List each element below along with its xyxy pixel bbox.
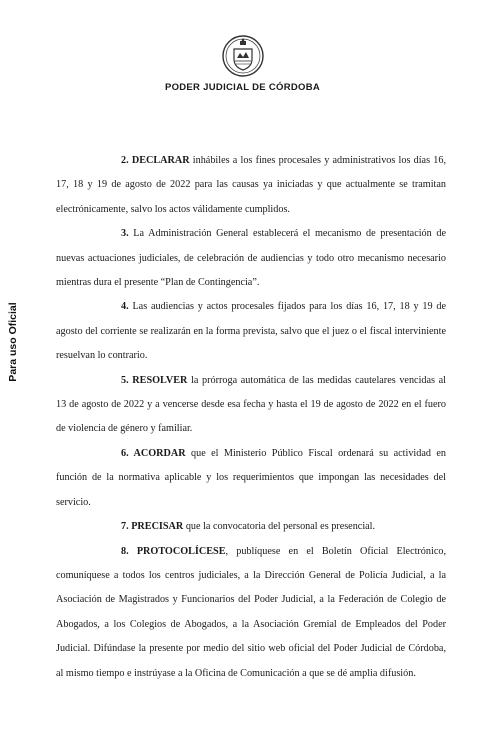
paragraph-8-lead: 8. PROTOCOLÍCESE [121, 545, 226, 557]
paragraph-3-lead: 3. [121, 228, 129, 240]
paragraph-5-lead: 5. RESOLVER [121, 374, 188, 386]
paragraph-7-text: que la convocatoria del personal es presencial. [183, 521, 376, 533]
coat-of-arms-seal-icon [221, 34, 265, 78]
paragraph-2 [56, 149, 446, 222]
paragraph-5-text: la prórroga automática de las medidas cautelares vencidas al 13 de agosto de 2022 y a vencerse desde esa fecha y hasta el 19 de agosto de 2022 en el fuero de violencia de género y familiar. [56, 374, 446, 435]
paragraph-8 [56, 540, 446, 686]
letterhead [0, 34, 485, 93]
side-label-text: Para uso Oficial [7, 302, 19, 382]
paragraph-4-text: Las audiencias y actos procesales fijados para los días 16, 17, 18 y 19 de agosto del corriente se realizarán en la forma prevista, salvo que el juez o el fiscal interviniente resuelvan lo contrario. [56, 301, 446, 362]
paragraph-3 [56, 222, 446, 295]
paragraph-6-text: que el Ministerio Público Fiscal ordenará su actividad en función de la normativa aplicable y los requerimientos que impongan las necesidades del servicio. [56, 447, 446, 508]
resolution-body [56, 149, 446, 686]
paragraph-2-lead: 2. DECLARAR [121, 155, 190, 166]
paragraph-7 [56, 515, 446, 539]
paragraph-7-lead: 7. PRECISAR [121, 521, 184, 533]
official-use-side-label [6, 296, 20, 388]
institution-name: PODER JUDICIAL DE CÓRDOBA [164, 82, 321, 93]
paragraph-8-text: , publíquese en el Boletín Oficial Electrónico, comuníquese a todos los centros judiciales, a la Dirección General de Policía Judicial, a la Asociación de Magistrados y Funcionarios del Poder Judicial, a la Federación de Colegio de Abogados, a los Colegios de Abogados, a la Asociación Gremial de Empleados del Poder Judicial. Difúndase la presente por medio del sitio web oficial del Poder Judicial de Córdoba, al mismo tiempo e instrúyase a la Oficina de Comunicación a que se dé amplia difusión. [56, 545, 446, 679]
paragraph-6 [56, 442, 446, 515]
paragraph-5 [56, 369, 446, 442]
paragraph-2-text: inhábiles a los fines procesales y administrativos los días 16, 17, 18 y 19 de agosto de 2022 para las causas ya iniciadas y que actualmente se tramitan electrónicamente, salvo los actos válidamente cumplidos. [56, 155, 446, 215]
paragraph-4-lead: 4. [121, 301, 129, 313]
paragraph-4 [56, 295, 446, 368]
paragraph-6-lead: 6. ACORDAR [121, 447, 186, 459]
paragraph-3-text: La Administración General establecerá el mecanismo de presentación de nuevas actuaciones judiciales, de celebración de audiencias y todo otro mecanismo necesario mientras dura el presente “Plan de Contingencia”. [56, 228, 446, 289]
